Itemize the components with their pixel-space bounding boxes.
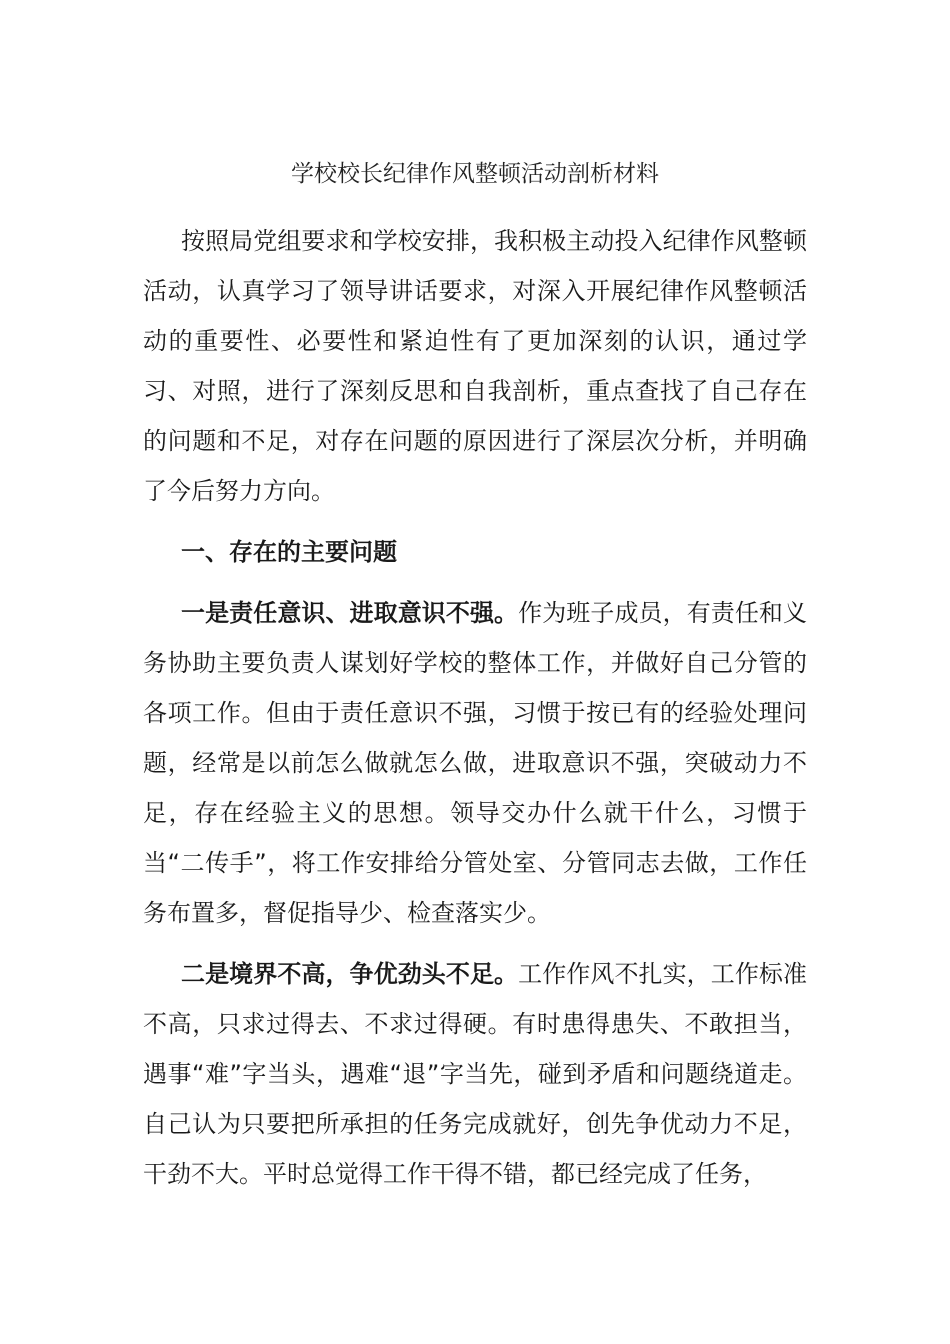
problem-text-2: 工作作风不扎实，工作标准不高，只求过得去、不求过得硬。有时患得患失、不敢担当，遇事“难”字当头，遇难“退”字当先，碰到矛盾和问题绕道走。自己认为只要把所承担的任务完成就好，创先争优动力不足，干劲不大。平时总觉得工作干得不错，都已经完成了任务， bbox=[143, 960, 808, 1188]
document-body bbox=[143, 216, 807, 1210]
document-title: 学校校长纪律作风整顿活动剖析材料 bbox=[291, 161, 659, 187]
problem-paragraph-2 bbox=[143, 949, 807, 1199]
problem-lead-1: 一是责任意识、进取意识不强。 bbox=[181, 599, 519, 627]
problem-lead-2: 二是境界不高，争优劲头不足。 bbox=[181, 960, 519, 988]
problem-paragraph-1 bbox=[143, 588, 807, 938]
problem-text-1: 作为班子成员，有责任和义务协助主要负责人谋划好学校的整体工作，并做好自己分管的各项工作。但由于责任意识不强，习惯于按已有的经验处理问题，经常是以前怎么做就怎么做，进取意识不强，突破动力不足，存在经验主义的思想。领导交办什么就干什么，习惯于当“二传手”，将工作安排给分管处室、分管同志去做，工作任务布置多，督促指导少、检查落实少。 bbox=[143, 599, 808, 927]
section-heading: 一、存在的主要问题 bbox=[181, 538, 397, 566]
intro-paragraph: 按照局党组要求和学校安排，我积极主动投入纪律作风整顿活动，认真学习了领导讲话要求，对深入开展纪律作风整顿活动的重要性、必要性和紧迫性有了更加深刻的认识，通过学习、对照，进行了深刻反思和自我剖析，重点查找了自己存在的问题和不足，对存在问题的原因进行了深层次分析，并明确了今后努力方向。 bbox=[143, 227, 807, 505]
